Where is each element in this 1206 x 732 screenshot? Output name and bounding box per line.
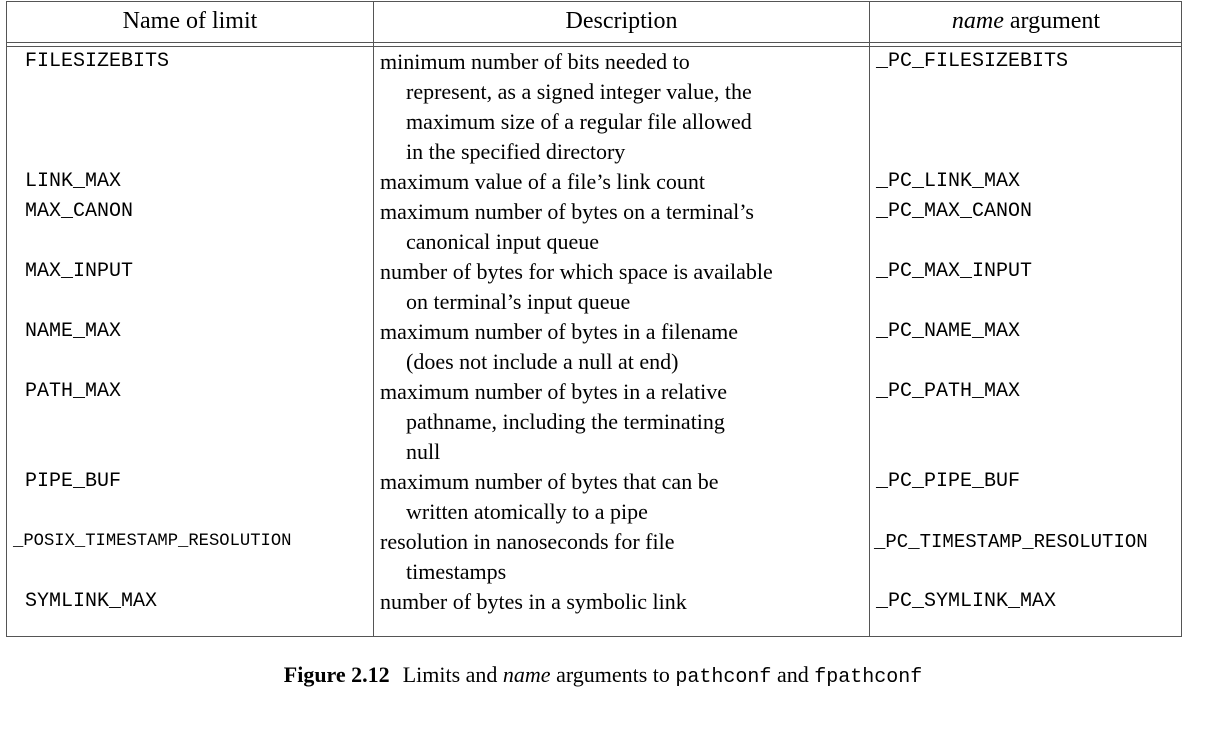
description-text: maximum number of bytes on a terminal’s [380, 199, 754, 224]
table-row [7, 197, 373, 227]
name-argument: _PC_SYMLINK_MAX [876, 590, 1057, 613]
description-text: maximum value of a file’s link count [380, 169, 706, 194]
desc-line [374, 77, 869, 107]
caption-text-middle: arguments to [550, 662, 676, 687]
desc-line [374, 407, 869, 437]
table-row [870, 587, 1182, 617]
table-row [7, 587, 373, 617]
limit-name: NAME_MAX [25, 320, 122, 343]
description-text: resolution in nanoseconds for file [380, 529, 675, 554]
description-text: maximum number of bytes in a filename [380, 319, 739, 344]
table-row [7, 167, 373, 197]
name-argument: _PC_MAX_INPUT [876, 260, 1033, 283]
name-argument: _PC_PIPE_BUF [876, 470, 1021, 493]
description-text: represent, as a signed integer value, the [406, 79, 752, 104]
table-row [7, 47, 373, 77]
table-row [7, 257, 373, 287]
description-text: (does not include a null at end) [406, 349, 679, 374]
table-row [870, 167, 1182, 197]
desc-line [374, 107, 869, 137]
desc-line [374, 47, 869, 77]
desc-line [374, 137, 869, 167]
name-argument: _PC_PATH_MAX [876, 380, 1021, 403]
header-argument-text: argument [1003, 8, 1101, 34]
caption-name-italic: name [502, 662, 551, 687]
table-row [7, 377, 373, 407]
limit-name: PATH_MAX [25, 380, 122, 403]
header-description: Description [565, 8, 678, 34]
description-text: maximum number of bytes that can be [380, 469, 719, 494]
column-descriptions [374, 47, 869, 636]
description-text: maximum number of bytes in a relative [380, 379, 728, 404]
desc-line [374, 257, 869, 287]
limit-name: LINK_MAX [25, 170, 122, 193]
desc-line [374, 497, 869, 527]
description-text: canonical input queue [406, 229, 600, 254]
column-limit-names [7, 47, 373, 636]
desc-line [374, 467, 869, 497]
limit-name: _POSIX_TIMESTAMP_RESOLUTION [13, 532, 292, 551]
name-argument: _PC_NAME_MAX [876, 320, 1021, 343]
caption-fpathconf: fpathconf [814, 666, 923, 689]
figure-number: Figure 2.12 [283, 662, 390, 687]
description-text: null [406, 439, 441, 464]
description-text: in the specified directory [406, 139, 626, 164]
table-body [7, 47, 1181, 636]
name-argument: _PC_MAX_CANON [876, 200, 1033, 223]
header-name-italic: name [951, 8, 1004, 34]
limits-table [6, 1, 1182, 637]
desc-line [374, 167, 869, 197]
header-name-of-limit: Name of limit [122, 8, 258, 34]
description-text: maximum size of a regular file allowed [406, 109, 752, 134]
desc-line [374, 437, 869, 467]
desc-line [374, 287, 869, 317]
limit-name: MAX_INPUT [25, 260, 134, 283]
table-row [870, 317, 1182, 347]
desc-line [374, 317, 869, 347]
desc-line [374, 377, 869, 407]
description-text: written atomically to a pipe [406, 499, 648, 524]
description-text: timestamps [406, 559, 507, 584]
header-rule-top [7, 42, 1181, 43]
table-row [870, 527, 1182, 557]
table-row [7, 467, 373, 497]
table-row [870, 467, 1182, 497]
name-argument: _PC_FILESIZEBITS [876, 50, 1069, 73]
desc-line [374, 527, 869, 557]
figure-caption [0, 662, 1206, 689]
description-text: minimum number of bits needed to [380, 49, 690, 74]
description-text: pathname, including the terminating [406, 409, 725, 434]
limit-name: PIPE_BUF [25, 470, 122, 493]
table-row [870, 257, 1182, 287]
limit-name: MAX_CANON [25, 200, 134, 223]
name-argument: _PC_TIMESTAMP_RESOLUTION [874, 531, 1148, 553]
table-row [870, 197, 1182, 227]
column-name-arguments [870, 47, 1182, 636]
table-row [7, 317, 373, 347]
desc-line [374, 347, 869, 377]
caption-text-and: and [771, 662, 815, 687]
limit-name: FILESIZEBITS [25, 50, 170, 73]
description-text: number of bytes in a symbolic link [380, 589, 687, 614]
desc-line [374, 587, 869, 617]
table-row [870, 47, 1182, 77]
table-header-row [7, 2, 1181, 42]
desc-line [374, 557, 869, 587]
table-row [870, 377, 1182, 407]
table-row [7, 527, 373, 557]
header-name-argument [870, 2, 1182, 42]
description-text: on terminal’s input queue [406, 289, 631, 314]
desc-line [374, 197, 869, 227]
description-text: number of bytes for which space is available [380, 259, 773, 284]
caption-text-before: Limits and [402, 662, 503, 687]
name-argument: _PC_LINK_MAX [876, 170, 1021, 193]
limit-name: SYMLINK_MAX [25, 590, 158, 613]
caption-pathconf: pathconf [675, 666, 772, 689]
desc-line [374, 227, 869, 257]
